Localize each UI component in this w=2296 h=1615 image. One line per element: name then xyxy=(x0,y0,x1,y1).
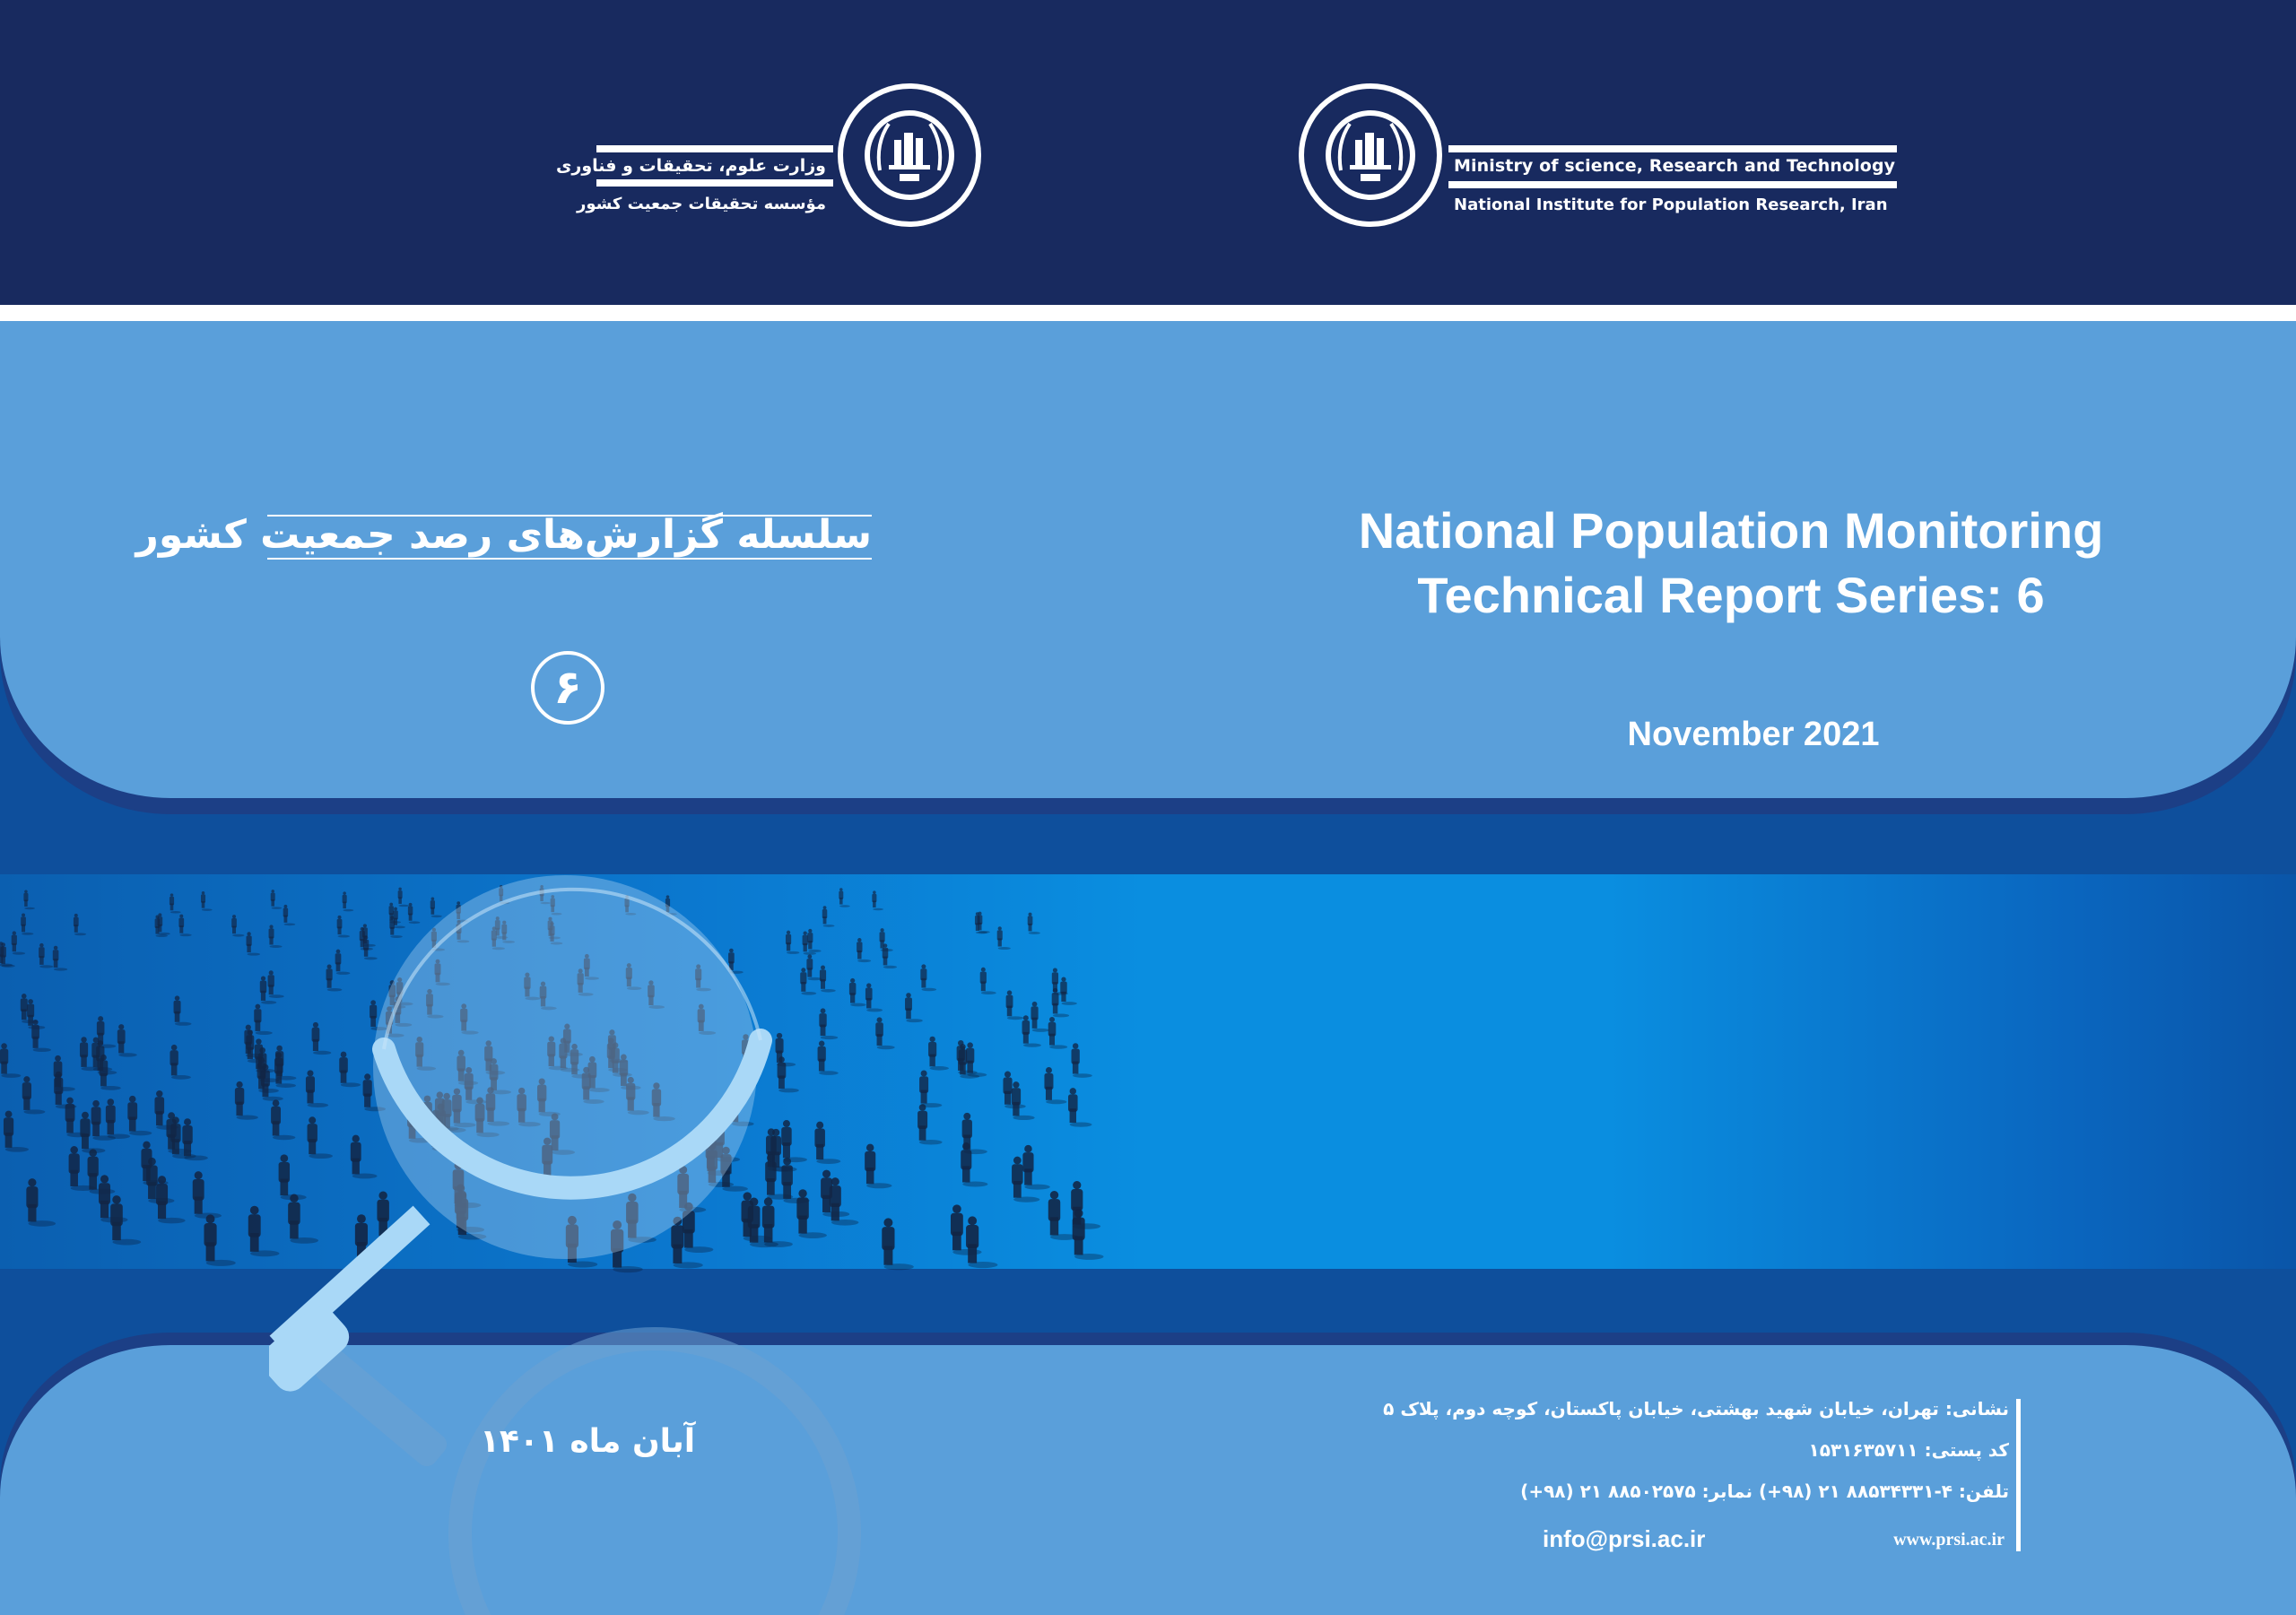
crowd-person xyxy=(204,1214,235,1266)
phone-fax-line: تلفن: ۴-۸۸۵۳۴۳۳۱ ۲۱ (۹۸+) نمابر: ۸۸۵۰۲۵۷۵ ۲۱ (۹۸+) xyxy=(1520,1480,2009,1502)
crowd-person xyxy=(857,938,871,962)
crowd-person xyxy=(247,932,261,955)
crowd-person xyxy=(1068,1088,1091,1127)
logo-rule xyxy=(596,179,833,187)
crowd-person xyxy=(920,964,936,991)
crowd-person xyxy=(4,1111,29,1152)
logo-rule xyxy=(1448,181,1897,188)
crowd-person xyxy=(997,926,1011,950)
crowd-person xyxy=(961,1142,987,1187)
crowd-person xyxy=(127,1096,152,1135)
crowd-person xyxy=(928,1037,949,1071)
crowd-person xyxy=(174,995,192,1025)
crowd-person xyxy=(966,1216,997,1268)
title-rule xyxy=(267,558,872,560)
crowd-person xyxy=(170,893,181,913)
crowd-person xyxy=(1012,1081,1035,1120)
crowd-person xyxy=(865,1144,891,1189)
logo-rule xyxy=(1448,145,1897,152)
crowd-person xyxy=(193,1171,222,1219)
english-title-line: National Population Monitoring xyxy=(1358,502,2104,559)
persian-series-title: سلسله گزارش‌های رصد جمعیت کشور xyxy=(135,512,872,558)
crowd-person xyxy=(170,1045,190,1080)
website-link[interactable]: www.prsi.ac.ir xyxy=(1893,1530,2005,1550)
persian-institute-logo xyxy=(555,81,991,233)
crowd-person xyxy=(1060,977,1077,1005)
crowd-person xyxy=(839,888,849,907)
crowd-person xyxy=(21,913,33,934)
crowd-person xyxy=(235,1081,258,1120)
institute-name-en: National Institute for Population Research, Iran xyxy=(1454,195,1888,214)
crowd-person xyxy=(919,1070,942,1107)
nipr-seal-icon xyxy=(835,81,984,230)
crowd-person xyxy=(182,1118,208,1160)
crowd-person xyxy=(231,915,244,937)
ministry-name-fa: وزارت علوم، تحقیقات و فناوری xyxy=(555,156,826,176)
address-line: نشانی: تهران، خیابان شهید بهشتی، خیابان پاکستان، کوچه دوم، پلاک ۵ xyxy=(1383,1398,2009,1420)
crowd-person xyxy=(53,946,67,971)
crowd-person xyxy=(26,1178,56,1227)
crowd-person xyxy=(865,983,883,1012)
contact-rule xyxy=(2016,1399,2021,1551)
crowd-person xyxy=(1073,1209,1104,1260)
logo-rule xyxy=(596,145,833,152)
contact-info xyxy=(1383,1388,2009,1512)
crowd-person xyxy=(0,1043,21,1078)
crowd-person xyxy=(830,1177,859,1225)
series-number-badge: ۶ xyxy=(531,651,604,725)
crowd-person xyxy=(1072,1043,1092,1078)
crowd-person xyxy=(1022,1145,1049,1190)
header-divider xyxy=(0,305,2296,321)
crowd-person xyxy=(31,1020,51,1052)
crowd-person xyxy=(12,931,25,954)
crowd-person xyxy=(22,1076,46,1114)
email-link[interactable]: info@prsi.ac.ir xyxy=(1543,1525,1706,1552)
crowd-person xyxy=(178,915,191,936)
english-series-title xyxy=(1327,499,2135,628)
crowd-person xyxy=(1028,913,1040,934)
crowd-person xyxy=(980,968,996,994)
crowd-person xyxy=(1048,1017,1067,1049)
crowd-person xyxy=(74,914,86,935)
persian-date: آبان ماه ۱۴۰۱ xyxy=(479,1423,696,1460)
nipr-seal-icon xyxy=(1296,81,1445,230)
ministry-name-en: Ministry of science, Research and Technology xyxy=(1454,156,1896,176)
crowd-person xyxy=(117,1024,137,1057)
crowd-person xyxy=(1044,1067,1066,1104)
crowd-person xyxy=(201,891,213,911)
crowd-person xyxy=(905,993,923,1022)
header-bar xyxy=(0,0,2296,305)
crowd-person xyxy=(883,943,897,968)
crowd-person xyxy=(882,1218,914,1270)
crowd-person xyxy=(875,1017,894,1049)
magnifier-icon xyxy=(269,861,825,1417)
institute-name-fa: مؤسسه تحقیقات جمعیت کشور xyxy=(576,195,826,213)
english-title-line: Technical Report Series: 6 xyxy=(1417,567,2045,623)
postal-code-line: کد پستی: ۱۵۳۱۶۳۵۷۱۱ xyxy=(1808,1439,2009,1461)
crowd-person xyxy=(1031,1002,1048,1032)
crowd-person xyxy=(39,943,53,968)
crowd-person xyxy=(849,978,866,1006)
crowd-person xyxy=(918,1104,943,1144)
english-date: November 2021 xyxy=(1627,716,1880,753)
crowd-person xyxy=(23,890,35,909)
english-institute-logo xyxy=(1296,81,1896,233)
crowd-person xyxy=(1006,990,1024,1020)
crowd-person xyxy=(872,890,883,910)
crowd-person xyxy=(106,1098,130,1139)
